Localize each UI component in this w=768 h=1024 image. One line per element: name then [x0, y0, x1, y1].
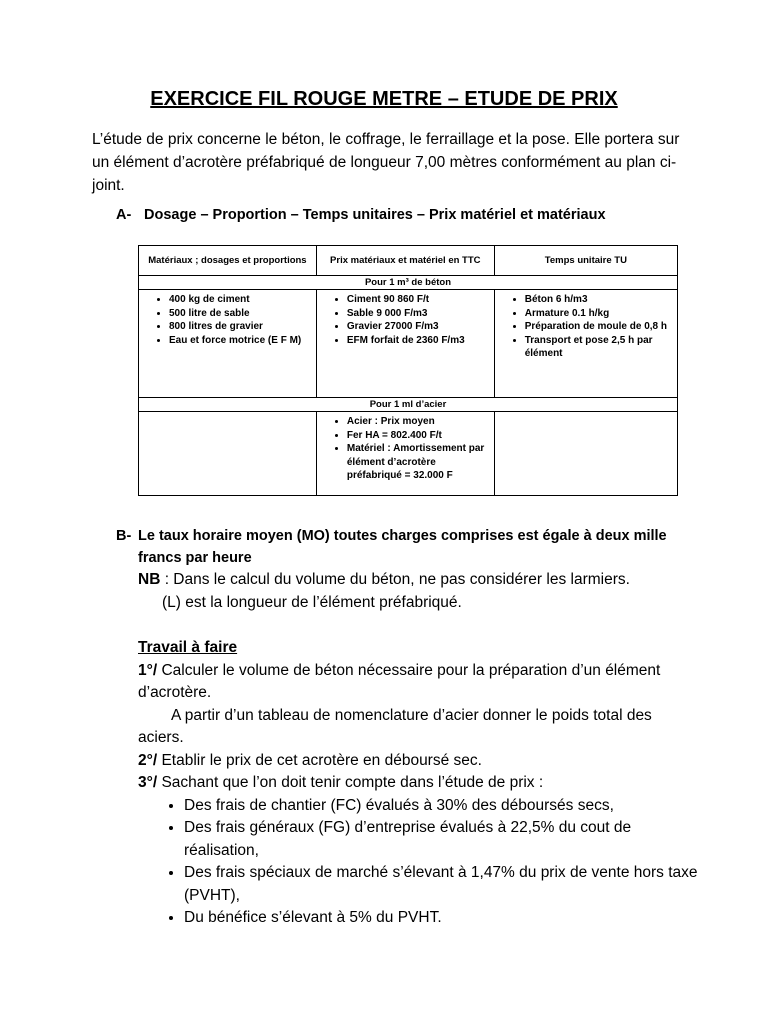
list-item: • 800 litres de gravier: [169, 320, 312, 334]
list-item: • Eau et force motrice (E F M): [169, 334, 312, 348]
nb-note: [138, 569, 698, 614]
table-group-row: [139, 398, 678, 412]
list-item: • Béton 6 h/m3: [525, 293, 673, 307]
nb-text: : Dans le calcul du volume du béton, ne pas considérer les larmiers.: [160, 571, 630, 588]
section-a-label: A-: [116, 207, 132, 223]
list-item: • Acier : Prix moyen: [347, 415, 490, 429]
q2-label: 2°/: [138, 751, 158, 769]
table-row: [139, 290, 678, 398]
q3-label: 3°/: [138, 774, 158, 791]
intro-paragraph: L’étude de prix concerne le béton, le coffrage, le ferraillage et la pose. Elle portera sur un élément d’acrotère préfabriqué de longueur 7,00 mètres conformément au plan ci-joint.: [92, 131, 680, 194]
section-b-text: Le taux horaire moyen (MO) toutes charges comprises est égale à deux mille francs par heure: [138, 528, 667, 566]
page-title: EXERCICE FIL ROUGE METRE – ETUDE DE PRIX: [150, 88, 618, 110]
table-row: [139, 412, 678, 496]
section-b-label: B-: [116, 528, 132, 544]
group1-label: Pour 1 m³ de béton: [139, 276, 678, 290]
list-item: • 500 litre de sable: [169, 307, 312, 321]
price-table: [138, 245, 678, 496]
list-item: • EFM forfait de 2360 F/m3: [347, 334, 490, 348]
table-cell: [316, 412, 494, 496]
list-item: • Matériel : Amortissement par élément d’acrotère préfabriqué = 32.000 F: [347, 442, 490, 483]
list-item: • Transport et pose 2,5 h par élément: [525, 334, 673, 361]
list-item: • Du bénéfice s’élevant à 5% du PVHT.: [184, 907, 698, 930]
q3-text: Sachant que l’on doit tenir compte dans l’étude de prix :: [157, 774, 544, 791]
list-item: • Sable 9 000 F/m3: [347, 307, 490, 321]
q1-text: Calculer le volume de béton nécessaire pour la préparation d’un élément d’acrotère.: [138, 661, 661, 701]
list-item: • Des frais généraux (FG) d’entreprise évalués à 22,5% du cout de réalisation,: [184, 817, 698, 862]
list-item: • Préparation de moule de 0,8 h: [525, 320, 673, 334]
list-item: • Ciment 90 860 F/t: [347, 293, 490, 307]
section-a-heading: [116, 207, 606, 223]
q1-subtext: A partir d’un tableau de nomenclature d’acier donner le poids total des aciers.: [138, 706, 652, 746]
list-item: • Des frais spéciaux de marché s’élevant à 1,47% du prix de vente hors taxe (PVHT),: [184, 862, 698, 907]
list-item: • 400 kg de ciment: [169, 293, 312, 307]
work-section: [138, 637, 698, 930]
nb-line2: (L) est la longueur de l’élément préfabriqué.: [162, 593, 462, 611]
table-cell: [494, 290, 677, 398]
section-b-heading: [116, 525, 686, 569]
work-heading: Travail à faire: [138, 639, 238, 656]
table-group-row: [139, 276, 678, 290]
q2-text: Etablir le prix de cet acrotère en déboursé sec.: [157, 751, 482, 769]
list-item: • Des frais de chantier (FC) évalués à 30% des déboursés secs,: [184, 795, 698, 818]
group2-label: Pour 1 ml d’acier: [139, 398, 678, 412]
table-header-row: [139, 246, 678, 276]
table-cell: [139, 290, 317, 398]
table-cell: [139, 412, 317, 496]
cost-bullets: [138, 795, 698, 930]
table-cell: [494, 412, 677, 496]
list-item: • Armature 0.1 h/kg: [525, 307, 673, 321]
section-a-title: Dosage – Proportion – Temps unitaires – Prix matériel et matériaux: [144, 207, 606, 223]
table-header-cell: Matériaux ; dosages et proportions: [139, 246, 317, 276]
table-header-cell: Temps unitaire TU: [494, 246, 677, 276]
table-header-cell: Prix matériaux et matériel en TTC: [316, 246, 494, 276]
list-item: • Gravier 27000 F/m3: [347, 320, 490, 334]
list-item: • Fer HA = 802.400 F/t: [347, 429, 490, 443]
q1-label: 1°/: [138, 661, 158, 679]
nb-label: NB: [138, 571, 161, 588]
table-cell: [316, 290, 494, 398]
